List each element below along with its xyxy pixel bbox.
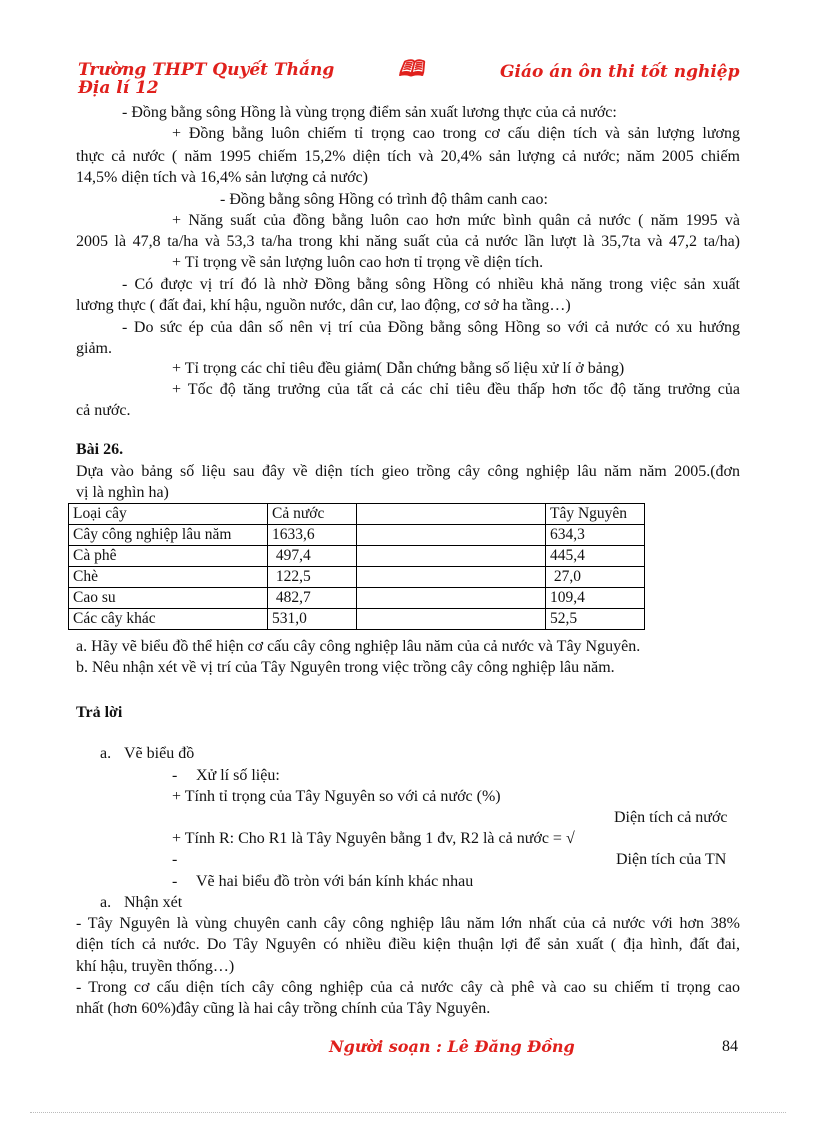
paragraph-line: 2005 là 47,8 ta/ha và 53,3 ta/ha trong khi năng suất của cả nước lần lượt là 35,7ta và 47,2 ta/ha) <box>76 233 740 250</box>
answer-step: + Tính R: Cho R1 là Tây Nguyên bằng 1 đv, R2 là cả nước = √ <box>172 830 575 847</box>
paragraph-line: cả nước. <box>76 402 131 419</box>
answer-title: Trả lời <box>76 704 123 721</box>
answer-step: Xử lí số liệu: <box>196 767 280 784</box>
header-school: Trường THPT Quyết Thắng <box>78 60 335 80</box>
paragraph-line: + Tỉ trọng các chỉ tiêu đều giảm( Dẫn chứng bằng số liệu xử lí ở bảng) <box>172 360 625 377</box>
table-cell: 1633,6 <box>268 525 357 546</box>
table-row <box>69 525 645 546</box>
table-cell <box>357 567 546 588</box>
comment-line: diện tích cả nước. Do Tây Nguyên có nhiều điều kiện thuận lợi để sản xuất ( địa hình, đất đai, <box>76 936 740 953</box>
exercise-title: Bài 26. <box>76 441 124 458</box>
answer-step: Vẽ hai biểu đồ tròn với bán kính khác nhau <box>196 873 474 890</box>
question-b: b. Nêu nhận xét về vị trí của Tây Nguyên trong việc trồng cây công nghiệp lâu năm. <box>76 659 615 676</box>
data-table <box>68 503 645 630</box>
list-marker: a. <box>100 894 112 911</box>
answer-step: + Tính tỉ trọng của Tây Nguyên so với cả nước (%) <box>172 788 501 805</box>
paragraph-line: - Do sức ép của dân số nên vị trí của Đồng bằng sông Hồng so với cả nước có xu hướng <box>122 319 740 336</box>
table-row <box>69 567 645 588</box>
question-a: a. Hãy vẽ biểu đồ thể hiện cơ cấu cây công nghiệp lâu năm của cả nước và Tây Nguyên. <box>76 638 641 655</box>
dash-marker: - <box>172 873 178 890</box>
paragraph-line: giảm. <box>76 340 112 357</box>
paragraph-line: - Có được vị trí đó là nhờ Đồng bằng sông Hồng có nhiều khả năng trong việc sản xuất <box>122 276 740 293</box>
footer-author: Người soạn : Lê Đăng Đồng <box>329 1037 575 1056</box>
paragraph-line: lương thực ( đất đai, khí hậu, nguồn nước, dân cư, lao động, cơ sở ha tầng…) <box>76 297 571 314</box>
paragraph-line: thực cả nước ( năm 1995 chiếm 15,2% diện tích và 20,4% sản lượng cả nước; năm 2005 chiếm <box>76 148 740 165</box>
table-cell: 531,0 <box>268 609 357 630</box>
table-cell: 122,5 <box>268 567 357 588</box>
table-cell: 445,4 <box>546 546 645 567</box>
table-cell: Chè <box>69 567 268 588</box>
table-cell <box>357 525 546 546</box>
exercise-intro: Dựa vào bảng số liệu sau đây về diện tích gieo trồng cây công nghiệp lâu năm năm 2005.(đơn <box>76 463 740 480</box>
comment-line: - Trong cơ cấu diện tích cây công nghiệp của cả nước cây cà phê và cao su chiếm tỉ trọng cao <box>76 979 740 996</box>
paragraph-line: 14,5% diện tích và 16,4% sản lượng cả nước) <box>76 169 368 186</box>
table-cell: 497,4 <box>268 546 357 567</box>
fraction-denominator: Diện tích của TN <box>616 851 727 868</box>
table-cell: 27,0 <box>546 567 645 588</box>
table-row <box>69 546 645 567</box>
table-cell: 109,4 <box>546 588 645 609</box>
paragraph-line: - Đồng bằng sông Hồng là vùng trọng điểm sản xuất lương thực của cả nước: <box>122 104 617 121</box>
paragraph-line: + Năng suất của đồng bằng luôn cao hơn mức bình quân cả nước ( năm 1995 và <box>172 212 740 229</box>
paragraph-line: + Tỉ trọng về sản lượng luôn cao hơn tỉ trọng về diện tích. <box>172 254 544 271</box>
header-title: Giáo án ôn thi tốt nghiệp <box>500 62 740 82</box>
page-number: 84 <box>722 1038 738 1055</box>
table-cell: Các cây khác <box>69 609 268 630</box>
paragraph-line: - Đồng bằng sông Hồng có trình độ thâm canh cao: <box>220 191 548 208</box>
comment-line: khí hậu, truyền thống…) <box>76 958 235 975</box>
table-cell <box>357 588 546 609</box>
table-header-cell: Loại cây <box>69 504 268 525</box>
answer-item-a: Vẽ biểu đồ <box>124 745 195 762</box>
header-subject: Địa lí 12 <box>78 78 159 98</box>
page-bottom-divider <box>30 1112 786 1113</box>
book-icon: 🕮 <box>398 56 424 82</box>
table-header-cell: Cả nước <box>268 504 357 525</box>
table-row <box>69 588 645 609</box>
table-cell: 634,3 <box>546 525 645 546</box>
table-row <box>69 609 645 630</box>
paragraph-line: + Đồng bằng luôn chiếm tỉ trọng cao trong cơ cấu diện tích và sản lượng lương <box>172 125 740 142</box>
table-header-row <box>69 504 645 525</box>
table-cell <box>357 546 546 567</box>
table-cell: 482,7 <box>268 588 357 609</box>
paragraph-line: + Tốc độ tăng trưởng của tất cả các chỉ tiêu đều thấp hơn tốc độ tăng trưởng của <box>172 381 740 398</box>
table-header-cell: Tây Nguyên <box>546 504 645 525</box>
table-cell: Cây công nghiệp lâu năm <box>69 525 268 546</box>
table-cell <box>357 609 546 630</box>
dash-marker: - <box>172 767 178 784</box>
table-cell: Cao su <box>69 588 268 609</box>
table-header-cell <box>357 504 546 525</box>
exercise-intro: vị là nghìn ha) <box>76 484 169 501</box>
answer-item-b: Nhận xét <box>124 894 183 911</box>
list-marker: a. <box>100 745 112 762</box>
dash-marker: - <box>172 851 178 868</box>
comment-line: nhất (hơn 60%)đây cũng là hai cây trồng chính của Tây Nguyên. <box>76 1000 491 1017</box>
fraction-numerator: Diện tích cả nước <box>614 809 728 826</box>
comment-line: - Tây Nguyên là vùng chuyên canh cây công nghiệp lâu năm lớn nhất của cả nước với hơn 38% <box>76 915 740 932</box>
table-cell: 52,5 <box>546 609 645 630</box>
table-cell: Cà phê <box>69 546 268 567</box>
